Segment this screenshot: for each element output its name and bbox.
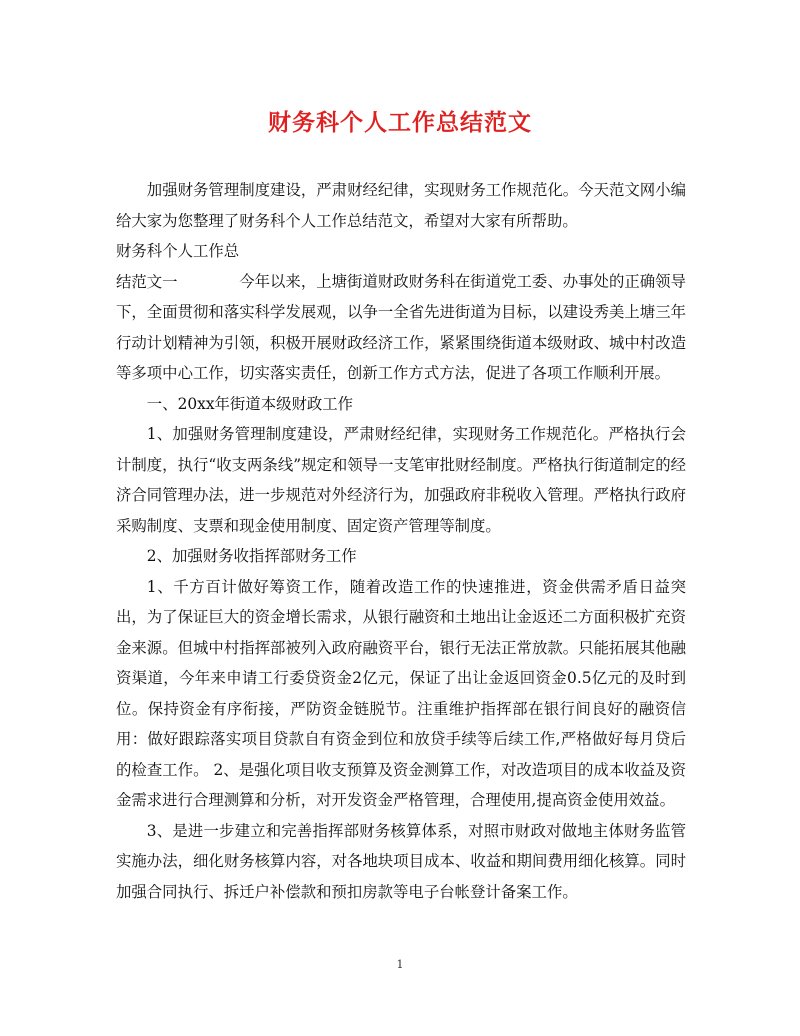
paragraph-section-one (116, 236, 686, 389)
paragraph-fundraising: 1、千方百计做好筹资工作，随着改造工作的快速推进，资金供需矛盾日益突出，为了保证巨大的资金增长需求，从银行融资和土地出让金返还二方面积极扩充资金来源。但城中村指挥部被列入政府融资平台，银行无法正常放款。只能拓展其他融资渠道，今年来申请工行委贷资金2亿元，保证了出让金返回资金0.5亿元的及时到位。保持资金有序衔接，严防资金链脱节。注重维护指挥部在银行间良好的融资信用：做好跟踪落实项目贷款自有资金到位和放贷手续等后续工作,严格做好每月贷后的检查工作。 2、是强化项目收支预算及资金测算工作，对改造项目的成本收益及资金需求进行合理测算和分析，对开发资金严格管理，合理使用,提高资金使用效益。 (116, 577, 686, 809)
page-number: 1 (396, 958, 404, 971)
paragraph-accounting-system: 3、是进一步建立和完善指挥部财务核算体系，对照市财政对做地主体财务监管实施办法，细化财务核算内容，对各地块项目成本、收益和期间费用细化核算。同时加强合同执行、拆迁户补偿款和预扣房款等电子台帐登计备案工作。 (116, 821, 686, 901)
paragraph-intro: 加强财务管理制度建设，严肃财经纪律，实现财务工作规范化。今天范文网小编给大家为您整理了财务科个人工作总结范文，希望对大家有所帮助。 (116, 181, 686, 230)
paragraph-management-system: 1、加强财务管理制度建设，严肃财经纪律，实现财务工作规范化。严格执行会计制度，执行“收支两条线”规定和领导一支笔审批财经制度。严格执行街道制定的经济合同管理办法，进一步规范对外经济行为，加强政府非税收入管理。严格执行政府采购制度、支票和现金使用制度、固定资产管理等制度。 (116, 425, 686, 535)
document-title: 财务科个人工作总结范文 (268, 109, 532, 136)
heading-street-finance: 一、20xx年街道本级财政工作 (146, 394, 354, 413)
heading-command-finance: 2、加强财务收指挥部财务工作 (146, 547, 357, 565)
paragraph-overview: 今年以来，上塘街道财政财务科在街道党工委、办事处的正确领导下，全面贯彻和落实科学发展观，以争一全省先进街道为目标，以建设秀美上塘三年行动计划精神为引领，积极开展财政经济工作，紧紧围绕街道本级财政、城中村改造等多项中心工作，切实落实责任，创新工作方式方法，促进了各项工作顺利开展。 (116, 272, 686, 382)
document-body (116, 175, 686, 907)
section-label: 财务科个人工作总结范文一 (116, 242, 240, 291)
